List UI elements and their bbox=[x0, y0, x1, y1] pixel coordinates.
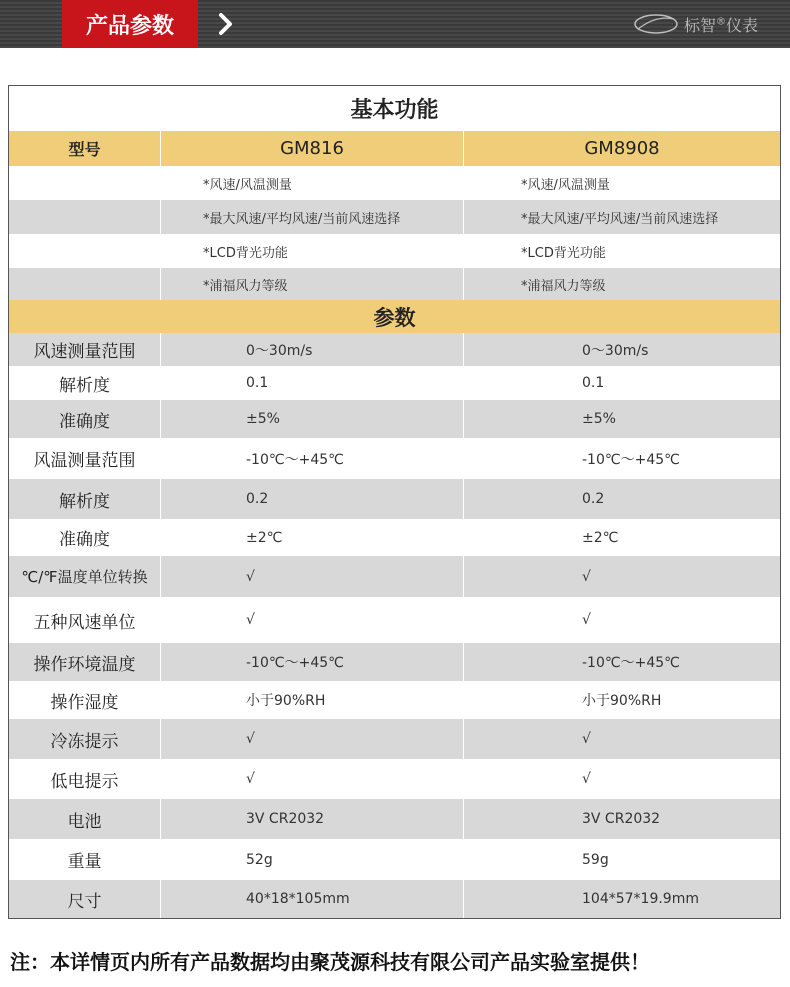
param-label: 重量 bbox=[67, 852, 102, 872]
param-value-gm816: √ bbox=[161, 719, 463, 759]
feature-empty-cell bbox=[9, 234, 160, 268]
feature-item: *LCD背光功能 bbox=[203, 245, 288, 261]
param-value-gm816: -10℃～+45℃ bbox=[161, 643, 463, 681]
model-name: GM8908 bbox=[464, 131, 780, 166]
params-section-title: 参数 bbox=[9, 300, 780, 333]
model-name: GM816 bbox=[161, 131, 463, 166]
column-divider bbox=[160, 333, 161, 918]
param-value-gm816: ±5% bbox=[161, 400, 463, 438]
param-value-gm816: 0.1 bbox=[246, 375, 269, 391]
param-label: 操作环境温度 bbox=[9, 643, 160, 681]
param-value-gm8908: √ bbox=[582, 612, 591, 628]
column-divider bbox=[160, 131, 161, 300]
param-label: 低电提示 bbox=[50, 771, 119, 792]
param-value-gm816: √ bbox=[246, 612, 255, 628]
param-value-gm8908: -10℃～+45℃ bbox=[464, 643, 780, 681]
param-label: 电池 bbox=[9, 799, 160, 839]
model-label: 型号 bbox=[9, 131, 160, 166]
feature-item: *最大风速/平均风速/当前风速选择 bbox=[161, 200, 463, 234]
param-value-gm816: ±2℃ bbox=[246, 529, 283, 546]
param-value-gm816: 0～30m/s bbox=[161, 333, 463, 366]
param-label: 风速测量范围 bbox=[9, 333, 160, 366]
header-bar bbox=[0, 0, 790, 48]
param-label: 准确度 bbox=[9, 400, 160, 438]
param-value-gm8908: 0.2 bbox=[464, 479, 780, 519]
chevron-right-icon bbox=[214, 12, 238, 36]
brand-logo bbox=[634, 13, 678, 35]
param-value-gm8908: √ bbox=[464, 556, 780, 597]
param-value-gm816: 52g bbox=[246, 851, 273, 868]
column-divider bbox=[463, 333, 464, 918]
feature-item: *浦福风力等级 bbox=[161, 268, 463, 300]
param-label: 五种风速单位 bbox=[33, 612, 136, 633]
param-value-gm816: 3V CR2032 bbox=[161, 799, 463, 839]
param-value-gm816: √ bbox=[161, 556, 463, 597]
feature-item: *风速/风温测量 bbox=[203, 177, 292, 193]
table-title: 基本功能 bbox=[350, 98, 439, 123]
column-divider bbox=[463, 131, 464, 300]
param-label: 解析度 bbox=[9, 479, 160, 519]
param-value-gm8908: 0.1 bbox=[582, 375, 605, 391]
param-label: 操作湿度 bbox=[50, 692, 119, 713]
feature-empty-cell bbox=[9, 166, 160, 200]
feature-item: *LCD背光功能 bbox=[521, 245, 606, 261]
param-value-gm8908: ±2℃ bbox=[582, 529, 619, 546]
brand-name: 标智®仪表 bbox=[683, 15, 758, 35]
param-value-gm8908: -10℃～+45℃ bbox=[582, 451, 680, 468]
section-title: 产品参数 bbox=[62, 0, 198, 48]
param-value-gm816: 40*18*105mm bbox=[161, 880, 463, 918]
feature-empty-cell bbox=[9, 200, 160, 234]
feature-item: *浦福风力等级 bbox=[464, 268, 780, 300]
param-value-gm8908: 3V CR2032 bbox=[464, 799, 780, 839]
param-label: 风温测量范围 bbox=[33, 451, 136, 471]
param-value-gm8908: 104*57*19.9mm bbox=[464, 880, 780, 918]
param-value-gm816: √ bbox=[246, 771, 255, 787]
param-value-gm816: -10℃～+45℃ bbox=[246, 451, 344, 468]
param-label: 尺寸 bbox=[9, 880, 160, 918]
param-value-gm8908: 59g bbox=[582, 851, 609, 868]
param-value-gm8908: ±5% bbox=[464, 400, 780, 438]
param-value-gm8908: 0～30m/s bbox=[464, 333, 780, 366]
param-value-gm8908: √ bbox=[464, 719, 780, 759]
brand bbox=[634, 0, 758, 48]
feature-empty-cell bbox=[9, 268, 160, 300]
param-label: ℃/℉温度单位转换 bbox=[9, 556, 160, 597]
param-label: 解析度 bbox=[59, 375, 110, 396]
footer-note: 注：本详情页内所有产品数据均由聚茂源科技有限公司产品实验室提供！ bbox=[10, 949, 650, 974]
feature-item: *最大风速/平均风速/当前风速选择 bbox=[464, 200, 780, 234]
param-value-gm8908: 小于90%RH bbox=[582, 693, 662, 709]
param-label: 准确度 bbox=[59, 530, 110, 550]
param-label: 冷冻提示 bbox=[9, 719, 160, 759]
param-value-gm816: 0.2 bbox=[161, 479, 463, 519]
spec-table bbox=[8, 85, 781, 919]
feature-item: *风速/风温测量 bbox=[521, 177, 610, 193]
param-value-gm816: 小于90%RH bbox=[246, 693, 326, 709]
param-value-gm8908: √ bbox=[582, 771, 591, 787]
